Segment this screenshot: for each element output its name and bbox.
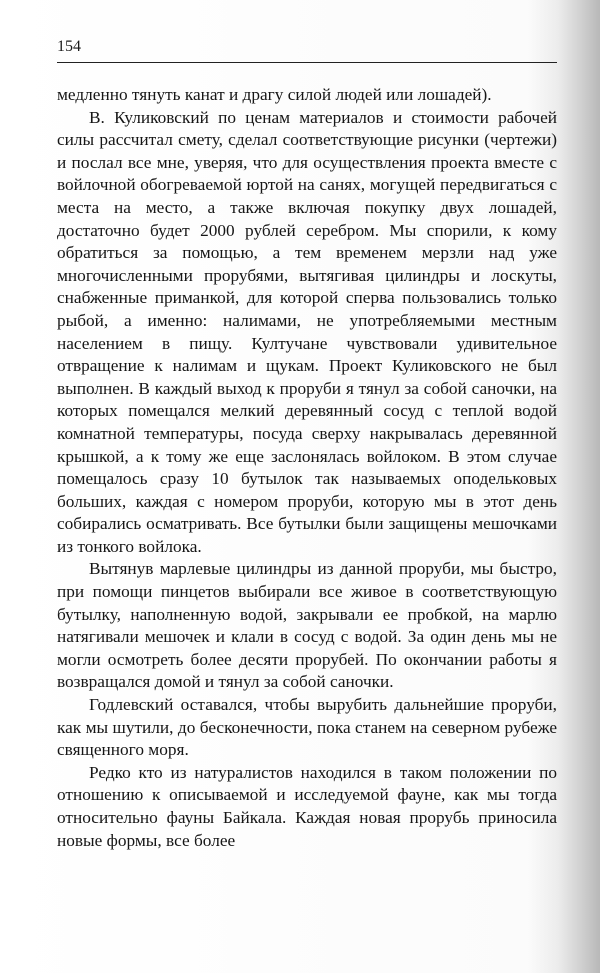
body-text	[57, 84, 557, 852]
header-rule	[57, 62, 557, 63]
paragraph-4: Годлевский оставался, чтобы вырубить дальнейшие проруби, как мы шутили, до бесконечности, пока станем на северном рубеже священного моря.	[57, 695, 557, 760]
paragraph-5: Редко кто из натуралистов находился в таком положении по отношению к описываемой и исследуемой фауне, как мы тогда относительно фауны Байкала. Каждая новая прорубь приносила новые формы, все более	[57, 762, 557, 850]
paragraph-2: В. Куликовский по ценам материалов и стоимости рабочей силы рассчитал смету, сделал соответствующие рисунки (чертежи) и послал все мне, уверяя, что для осуществления проекта вместе с войлочной обогреваемой юртой на санях, могущей передвигаться с места на место, а также включая покупку двух лошадей, достаточно будет 2000 рублей серебром. Мы спорили, к кому обратиться за помощью, а тем временем мерзли над уже многочисленными прорубями, вытягивая цилиндры и лоскуты, снабженные приманкой, для которой сперва пользовались только рыбой, а именно: налимами, не употребляемыми местным населением в пищу. Култучане чувствовали удивительное отвращение к налимам и щукам. Проект Куликовского не был выполнен. В каждый выход к проруби я тянул за собой саночки, на которых помещался мелкий деревянный сосуд с теплой водой комнатной температуры, посуда сверху накрывалась деревянной крышкой, а к тому же еще заслонялась войлоком. В этом случае помещалось сразу 10 бутылок так называемых оподельковых больших, каждая с номером проруби, которую мы в этот день собирались осматривать. Все бутылки были защищены мешочками из тонкого войлока.	[57, 107, 557, 556]
paragraph-3: Вытянув марлевые цилиндры из данной проруби, мы быстро, при помощи пинцетов выбирали все живое в соответствующую бутылку, наполненную водой, закрывали ее пробкой, на марлю натягивали мешочек и клали в сосуд с водой. За один день мы не могли осмотреть более десяти прорубей. По окончании работы я возвращался домой и тянул за собой саночки.	[57, 559, 557, 692]
paragraph-1: медленно тянуть канат и драгу силой людей или лошадей).	[57, 85, 492, 104]
page-number: 154	[57, 38, 81, 55]
